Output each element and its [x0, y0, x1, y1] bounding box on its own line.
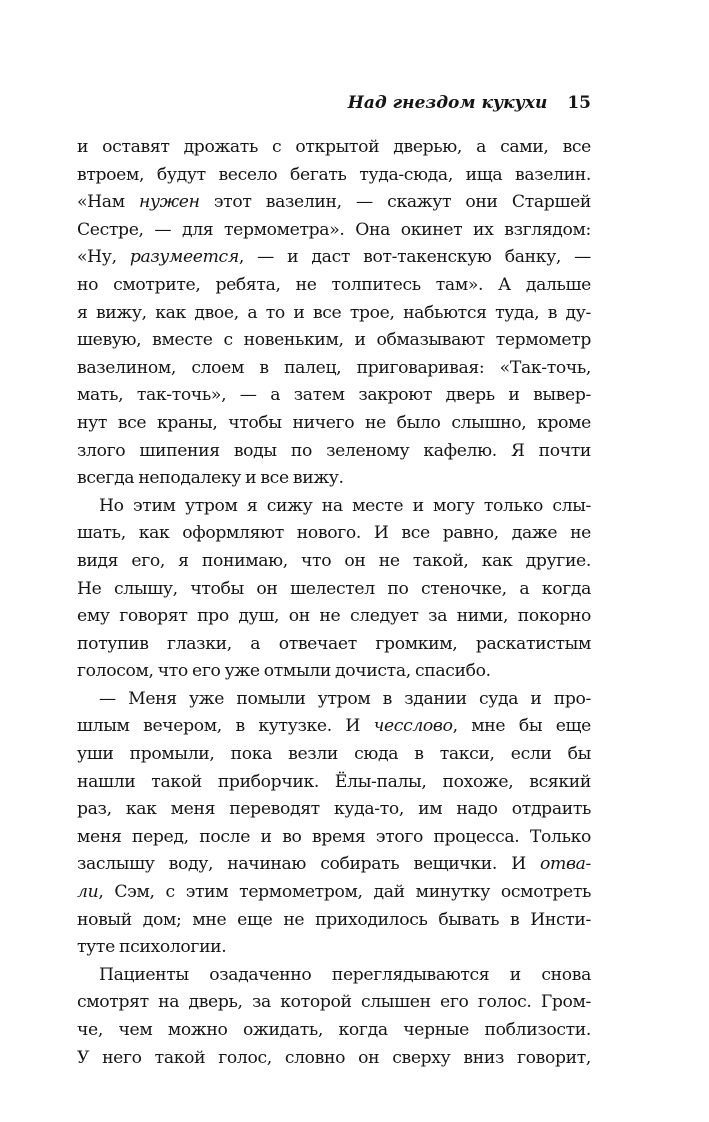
text-line: голосом, что его уже отмыли дочиста, спасибо. — [77, 661, 491, 682]
text-line: шевую, вместе с новеньким, и обмазывают термометр — [77, 330, 591, 351]
body-text — [77, 134, 591, 1072]
book-page — [77, 0, 591, 1122]
text-line: Не слышу, чтобы он шелестел по стеночке, а когда — [77, 578, 591, 599]
text-line: ему говорят про душ, он не следует за ними, покорно — [77, 606, 591, 627]
text-line: туте психологии. — [77, 937, 227, 958]
text-line: нут все краны, чтобы ничего не было слышно, кроме — [77, 412, 591, 433]
text-line: Сестре, — для термометра». Она окинет их взглядом: — [77, 219, 591, 240]
text-line: я вижу, как двое, а то и все трое, набьются туда, в ду- — [77, 302, 591, 323]
page-number: 15 — [567, 93, 591, 113]
text-line: Пациенты озадаченно переглядываются и снова — [99, 964, 591, 985]
running-title: Над гнездом кукухи — [347, 93, 548, 113]
text-line: нашли такой приборчик. Ёлы-палы, похоже, всякий — [77, 771, 591, 792]
text-line: «Нам нужен этот вазелин, — скажут они Старшей — [77, 192, 591, 213]
text-line: — Меня уже помыли утром в здании суда и про- — [99, 688, 591, 709]
text-line: меня перед, после и во время этого процесса. Только — [77, 826, 591, 847]
text-line: Но этим утром я сижу на месте и могу только слы- — [99, 495, 591, 516]
text-line: ли, Сэм, с этим термометром, дай минутку осмотреть — [77, 882, 591, 903]
text-line: видя его, я понимаю, что он не такой, как другие. — [77, 550, 591, 571]
text-line: и оставят дрожать с открытой дверью, а сами, все — [77, 137, 591, 157]
text-line: У него такой голос, словно он сверху вниз говорит, — [77, 1047, 591, 1068]
text-line: мать, так-точь», — а затем закроют дверь и вывер- — [77, 385, 591, 406]
text-line: смотрят на дверь, за которой слышен его голос. Гром- — [77, 992, 591, 1013]
text-line: новый дом; мне еще не приходилось бывать в Инсти- — [77, 909, 591, 930]
text-line: потупив глазки, а отвечает громким, раскатистым — [77, 633, 591, 654]
text-line: вазелином, слоем в палец, приговаривая: «Так-точь, — [77, 357, 591, 378]
text-line: шать, как оформляют нового. И все равно, даже не — [77, 523, 591, 544]
text-line: че, чем можно ожидать, когда черные поблизости. — [77, 1020, 591, 1040]
text-line: но смотрите, ребята, не толпитесь там». А дальше — [77, 274, 591, 295]
text-line: всегда неподалеку и все вижу. — [77, 468, 344, 489]
text-line: уши промыли, пока везли сюда в такси, если бы — [77, 744, 591, 765]
text-line: заслышу воду, начинаю собирать вещички. И отва- — [77, 854, 591, 875]
text-line: раз, как меня переводят куда-то, им надо отдраить — [77, 799, 591, 820]
running-header — [348, 91, 591, 115]
text-line: «Ну, разумеется, — и даст вот-такенскую банку, — — [77, 247, 591, 268]
text-line: втроем, будут весело бегать туда-сюда, ища вазелин. — [77, 164, 591, 185]
text-line: шлым вечером, в кутузке. И чесслово, мне бы еще — [77, 716, 591, 737]
text-line: злого шипения воды по зеленому кафелю. Я почти — [77, 440, 591, 461]
